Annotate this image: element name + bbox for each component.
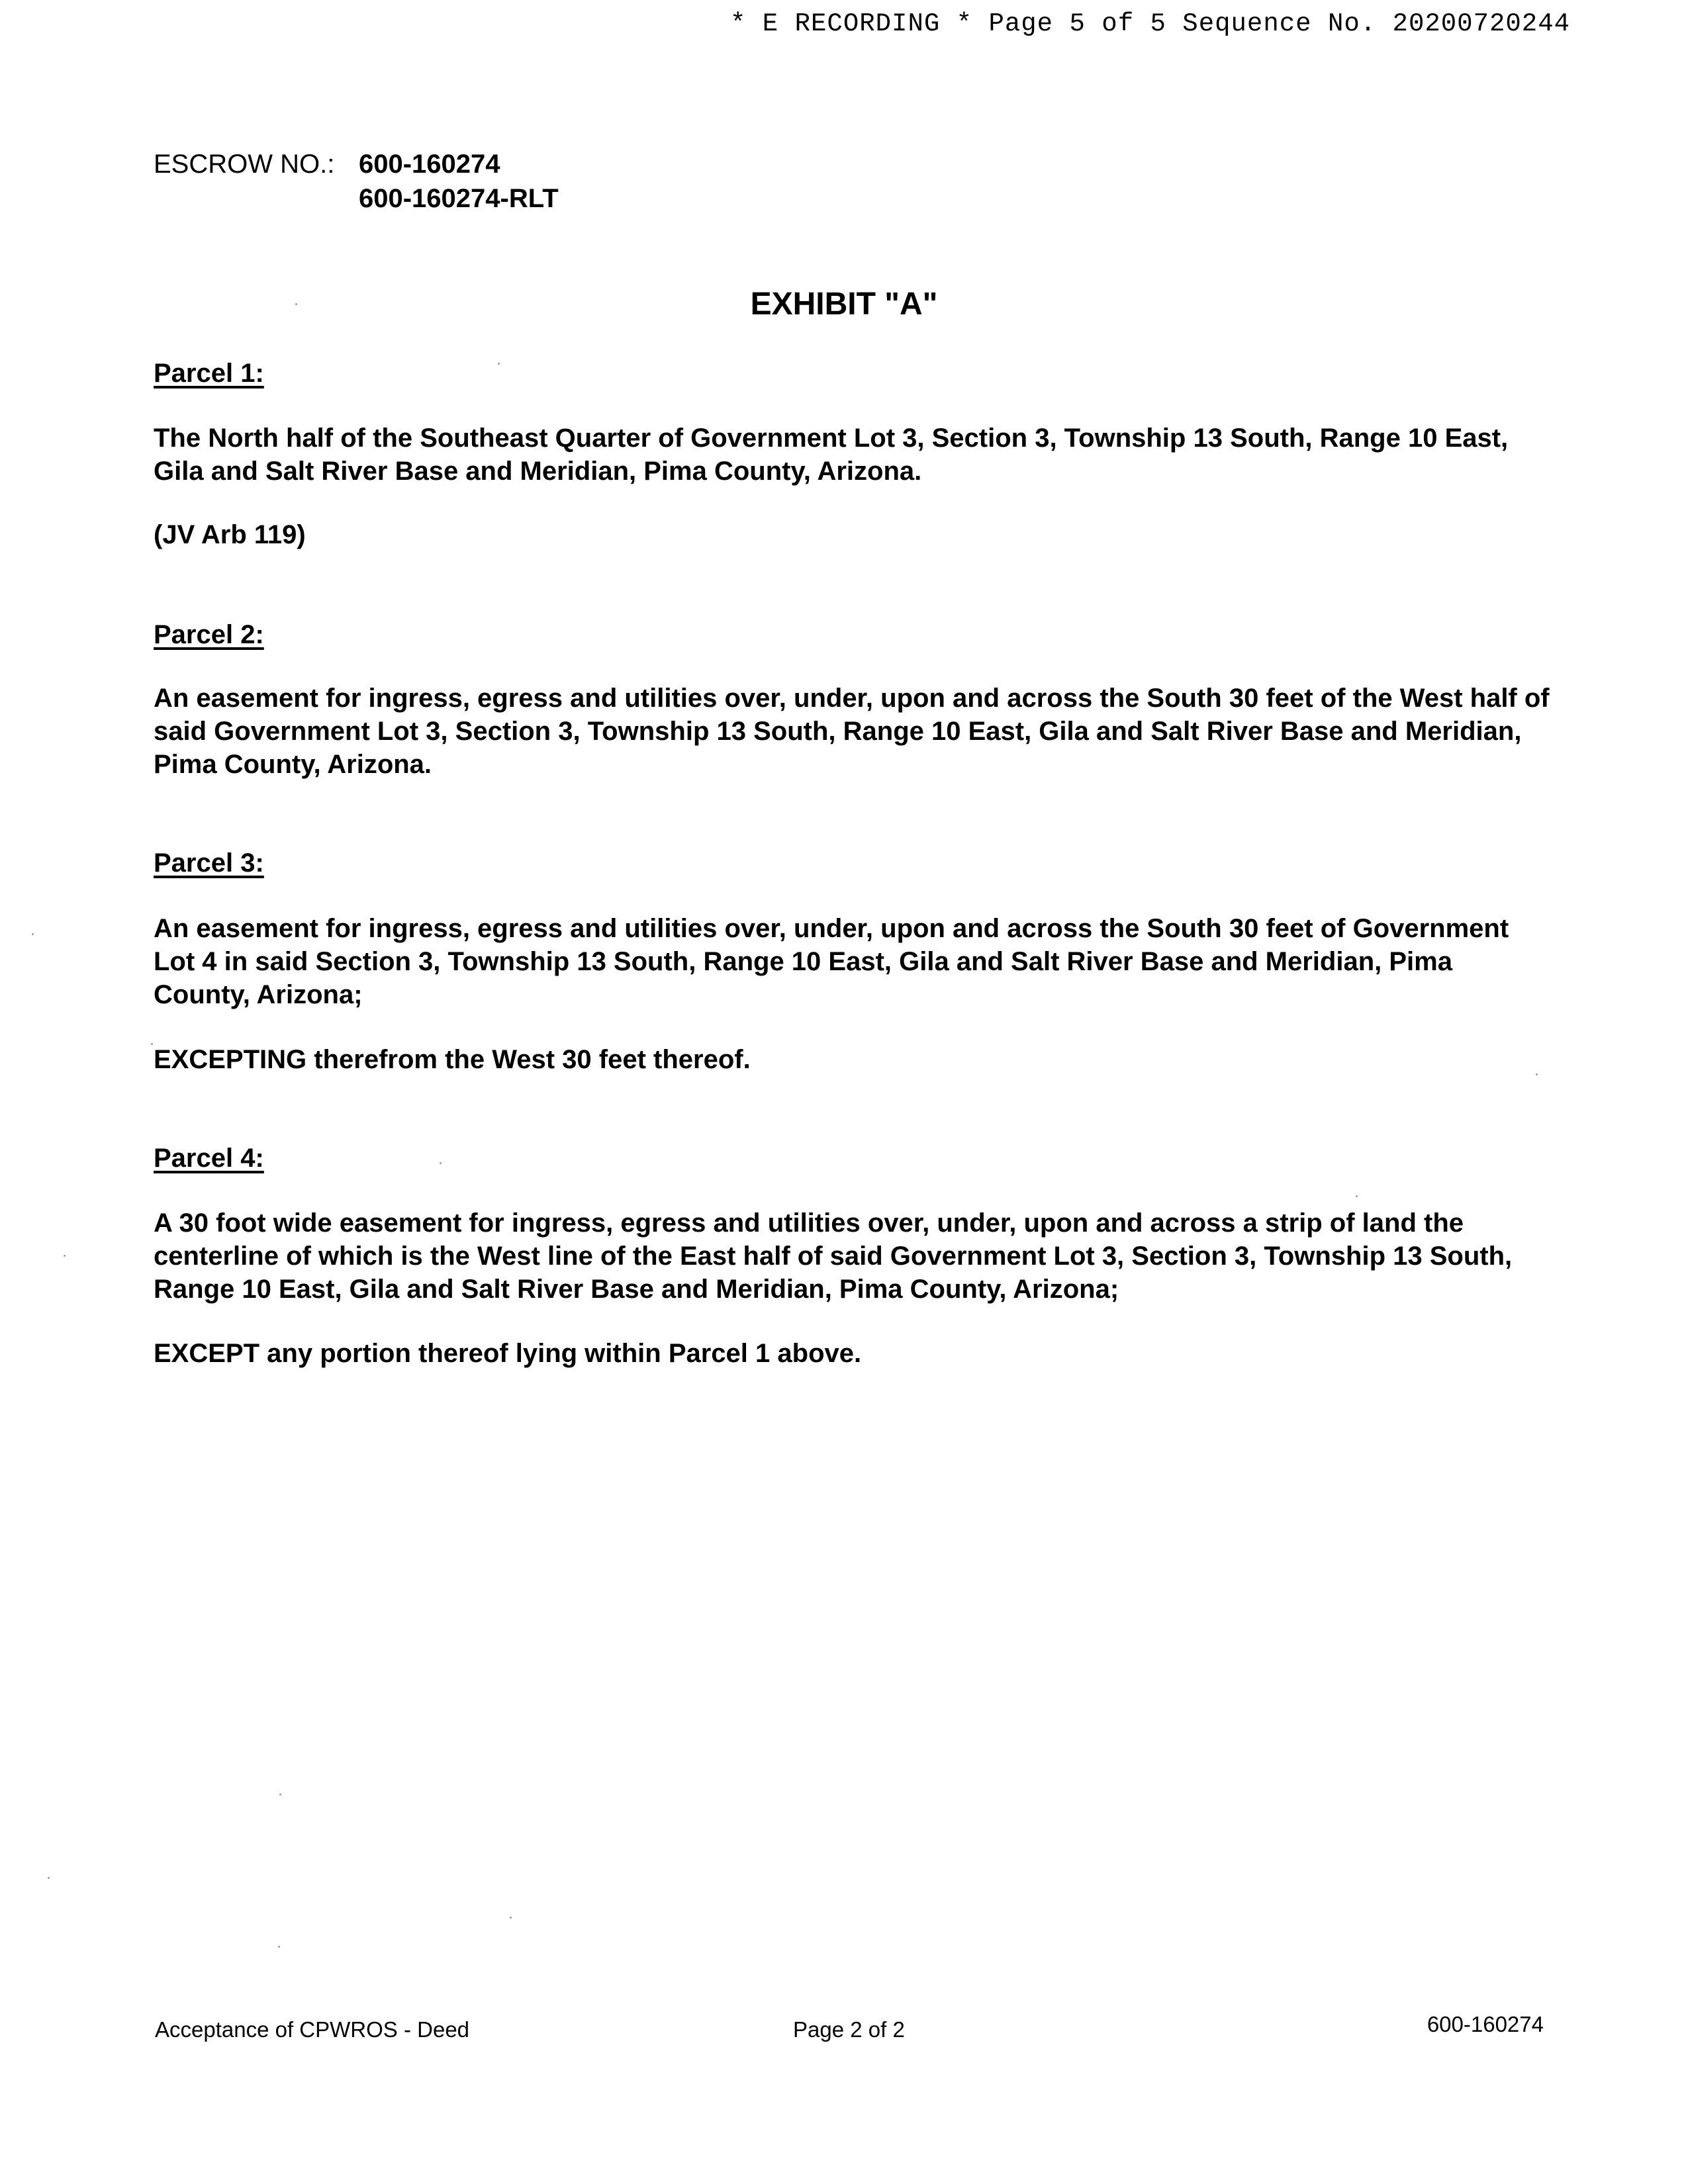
parcel-1-description: The North half of the Southeast Quarter of Government Lot 3, Section 3, Township 13 South, Range 10 East, Gila and Salt River Base and Meridian, Pima County, Arizona. bbox=[154, 424, 1509, 486]
exhibit-title: EXHIBIT "A" bbox=[750, 287, 938, 322]
scan-speck bbox=[151, 1043, 153, 1045]
escrow-label: ESCROW NO.: bbox=[154, 150, 335, 179]
recording-stamp-header: * E RECORDING * Page 5 of 5 Sequence No. 20200720244 bbox=[730, 9, 1570, 38]
scan-speck bbox=[498, 363, 500, 365]
scan-speck bbox=[64, 1255, 66, 1257]
footer-escrow-number: 600-160274 bbox=[1427, 2012, 1544, 2036]
parcel-4-exception: EXCEPT any portion thereof lying within Parcel 1 above. bbox=[154, 1339, 862, 1368]
scan-speck bbox=[279, 1794, 281, 1796]
parcel-4-heading: Parcel 4: bbox=[154, 1144, 264, 1173]
parcel-3-heading: Parcel 3: bbox=[154, 848, 264, 878]
scan-speck bbox=[1356, 1195, 1358, 1197]
parcel-1-reference: (JV Arb 119) bbox=[154, 520, 306, 549]
parcel-2-description: An easement for ingress, egress and utilities over, under, upon and across the South 30 feet of the West half of said Government Lot 3, Section 3, Township 13 South, Range 10 East, Gila and Salt River Base and Meridian, Pima County, Arizona. bbox=[154, 684, 1550, 779]
escrow-number: 600-160274 bbox=[359, 150, 500, 179]
scan-speck bbox=[48, 1877, 50, 1879]
escrow-label-spacer bbox=[154, 181, 359, 216]
parcel-4-description: A 30 foot wide easement for ingress, egress and utilities over, under, upon and across a strip of land the centerline of which is the West line of the East half of said Government Lot 3, Section 3, Township 13 South, Range 10 East, Gila and Salt River Base and Meridian, Pima County, Arizona; bbox=[154, 1208, 1513, 1304]
scan-speck bbox=[295, 303, 297, 305]
parcel-3-exception: EXCEPTING therefrom the West 30 feet thereof. bbox=[154, 1045, 751, 1074]
scan-speck bbox=[278, 1946, 280, 1948]
footer-document-title: Acceptance of CPWROS - Deed bbox=[155, 2017, 470, 2042]
scan-speck bbox=[440, 1162, 442, 1164]
scan-speck bbox=[510, 1917, 512, 1919]
footer-page-number: Page 2 of 2 bbox=[793, 2017, 905, 2042]
escrow-number-rlt: 600-160274-RLT bbox=[359, 184, 559, 213]
parcel-2-heading: Parcel 2: bbox=[154, 620, 264, 649]
scan-speck bbox=[32, 933, 34, 935]
parcel-1-heading: Parcel 1: bbox=[154, 359, 264, 388]
parcel-3-description: An easement for ingress, egress and utilities over, under, upon and across the South 30 feet of Government Lot 4 in said Section 3, Township 13 South, Range 10 East, Gila and Salt River Base and Meridian, Pima County, Arizona; bbox=[154, 914, 1509, 1009]
scan-speck bbox=[1536, 1073, 1538, 1075]
escrow-block bbox=[154, 147, 559, 216]
